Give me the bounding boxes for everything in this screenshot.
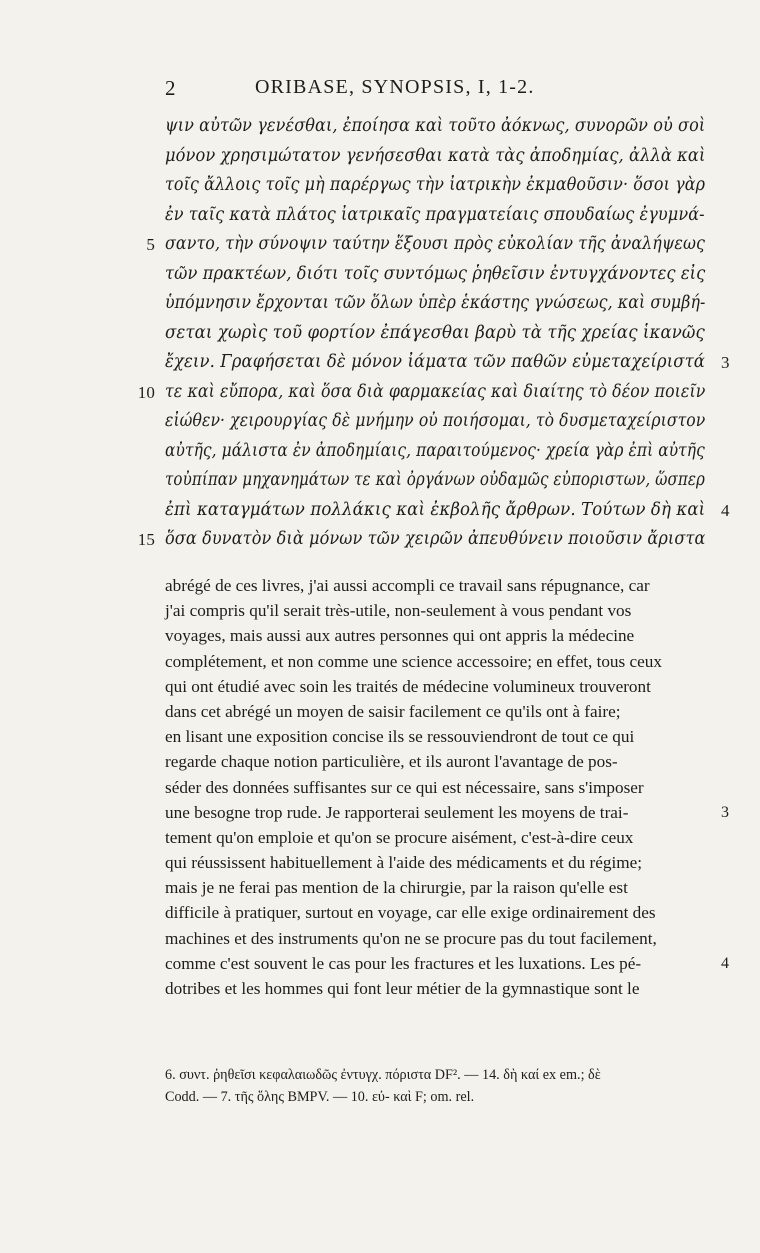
french-line xyxy=(165,926,693,951)
greek-line-text: τῶν πρακτέων, διότι τοῖς συντόμως ῥηθεῖσιν ἐντυγχάνοντες εἰς xyxy=(165,263,706,284)
french-line xyxy=(165,850,693,875)
apparatus-line: 6. συντ. ῥηθεῖσι κεφαλαιωδῶς ἐντυγχ. πόριστα DF². — 14. δὴ καί ex em.; δὲ xyxy=(165,1067,601,1083)
french-line-text: qui ont étudié avec soin les traités de médecine volumineux trouveront xyxy=(165,676,651,696)
greek-line-text: ἐν ταῖς κατὰ πλάτος ἰατρικαῖς πραγματείαις σπουδαίως ἐγυμνά- xyxy=(165,204,705,225)
section-number: 4 xyxy=(721,500,730,520)
greek-line xyxy=(137,378,715,408)
french-line xyxy=(165,875,693,900)
french-line xyxy=(165,674,693,699)
greek-line xyxy=(165,496,730,526)
french-line-text: tement qu'on emploie et qu'on se procure aisément, c'est-à-dire ceux xyxy=(165,827,634,847)
french-line xyxy=(165,800,729,825)
greek-line xyxy=(165,319,715,349)
greek-text-block xyxy=(137,112,730,555)
french-line-text: j'ai compris qu'il serait très-utile, non-seulement à vous pendant vos xyxy=(165,601,632,621)
french-line xyxy=(165,573,693,598)
critical-apparatus xyxy=(165,1064,715,1108)
greek-line xyxy=(165,348,730,378)
greek-line xyxy=(165,112,715,142)
french-line xyxy=(165,623,693,648)
greek-line-text: ἐπὶ καταγμάτων πολλάκις καὶ ἐκβολῆς ἄρθρων. Τούτων δὴ καὶ xyxy=(165,499,706,520)
page-header xyxy=(165,76,595,106)
greek-line-text: σαντο, τὴν σύνοψιν ταύτην ἕξουσι πρὸς εὐκολίαν τῆς ἀναλήψεως xyxy=(165,234,706,254)
greek-line xyxy=(165,407,715,437)
french-line xyxy=(165,825,693,850)
french-line xyxy=(165,900,693,925)
french-translation-block xyxy=(165,573,729,1001)
french-line-text: complétement, et non comme une science accessoire; en effet, tous ceux xyxy=(165,651,662,671)
greek-line-text: ψιν αὐτῶν γενέσθαι, ἐποίησα καὶ τοῦτο ἀόκνως, συνορῶν οὐ σοὶ xyxy=(165,116,706,136)
running-head: ORIBASE, SYNOPSIS, I, 1-2. xyxy=(255,76,535,98)
french-line xyxy=(165,951,729,976)
greek-line xyxy=(165,437,715,467)
french-line xyxy=(165,598,693,623)
section-number: 3 xyxy=(721,803,729,821)
section-number: 4 xyxy=(721,954,729,972)
greek-line xyxy=(165,260,715,290)
greek-line xyxy=(165,142,715,172)
greek-line-text: μόνον χρησιμώτατον γενήσεσθαι κατὰ τὰς ἀποδημίας, ἀλλὰ καὶ xyxy=(165,145,706,166)
greek-line-text: σεται χωρὶς τοῦ φορτίον ἐπάγεσθαι βαρὺ τὰ τῆς χρείας ἱκανῶς xyxy=(165,322,705,343)
page-number: 2 xyxy=(165,76,176,100)
greek-line xyxy=(137,525,715,555)
french-line xyxy=(165,649,693,674)
greek-line xyxy=(165,289,715,319)
french-line-text: abrégé de ces livres, j'ai aussi accompli ce travail sans répugnance, car xyxy=(165,576,650,595)
french-line-text: dotribes et les hommes qui font leur métier de la gymnastique sont le xyxy=(165,979,640,998)
greek-line xyxy=(165,171,715,201)
greek-line-text: τοὐπίπαν μηχανημάτων τε καὶ ὀργάνων οὐδαμῶς εὐποριστων, ὥσπερ xyxy=(165,470,705,490)
greek-line-text: αὐτῆς, μάλιστα ἐν ἀποδημίαις, παραιτούμενος· χρεία γὰρ ἐπὶ αὐτῆς xyxy=(165,440,705,461)
line-number: 10 xyxy=(137,382,155,402)
french-line-text: regarde chaque notion particulière, et ils auront l'avantage de pos- xyxy=(165,752,618,772)
greek-line xyxy=(165,201,715,231)
greek-line-text: ὑπόμνησιν ἔρχονται τῶν ὅλων ὑπὲρ ἑκάστης γνώσεως, καὶ συμβή- xyxy=(165,293,706,313)
french-line-text: dans cet abrégé un moyen de saisir facilement ce qu'ils ont à faire; xyxy=(165,701,621,721)
french-line xyxy=(165,976,693,1001)
french-line-text: séder des données suffisantes sur ce qui est nécessaire, sans s'imposer xyxy=(165,777,644,797)
line-number: 5 xyxy=(146,235,155,254)
french-line xyxy=(165,749,693,774)
french-line-text: comme c'est souvent le cas pour les fractures et les luxations. Les pé- xyxy=(165,953,642,973)
french-line-text: qui réussissent habituellement à l'aide des médicaments et du régime; xyxy=(165,853,643,873)
greek-line-text: εἰώθεν· χειρουργίας δὲ μνήμην οὐ ποιήσομαι, τὸ δυσμεταχείριστον xyxy=(165,411,706,431)
apparatus-line: Codd. — 7. τῆς ὅλης BMPV. — 10. εὐ- καὶ F; om. rel. xyxy=(165,1089,475,1105)
french-line-text: en lisant une exposition concise ils se ressouviendront de tout ce qui xyxy=(165,727,635,747)
french-line-text: mais je ne ferai pas mention de la chirurgie, par la raison qu'elle est xyxy=(165,878,628,898)
french-line-text: voyages, mais aussi aux autres personnes qui ont appris la médecine xyxy=(165,626,635,646)
french-line xyxy=(165,724,693,749)
greek-line-text: ὅσα δυνατὸν διὰ μόνων τῶν χειρῶν ἀπευθύνειν ποιοῦσιν ἄριστα xyxy=(165,529,706,549)
french-line xyxy=(165,699,693,724)
greek-line-text: τοῖς ἄλλοις τοῖς μὴ παρέργως τὴν ἰατρικὴν ἐκμαθοῦσιν· ὅσοι γὰρ xyxy=(165,175,706,195)
french-line-text: difficile à pratiquer, surtout en voyage, car elle exige ordinairement des xyxy=(165,903,656,923)
greek-line xyxy=(165,466,715,496)
french-line xyxy=(165,775,693,800)
french-line-text: une besogne trop rude. Je rapporterai seulement les moyens de trai- xyxy=(165,802,629,822)
greek-line xyxy=(146,230,715,260)
section-number: 3 xyxy=(721,353,730,372)
french-line-text: machines et des instruments qu'on ne se procure pas du tout facilement, xyxy=(165,928,657,948)
greek-line-text: τε καὶ εὔπορα, καὶ ὅσα διὰ φαρμακείας καὶ διαίτης τὸ δέον ποιεῖν xyxy=(165,381,706,402)
greek-line-text: ἔχειν. Γραφήσεται δὲ μόνον ἰάματα τῶν παθῶν εὐμεταχείριστά xyxy=(165,352,705,372)
line-number: 15 xyxy=(137,530,155,549)
